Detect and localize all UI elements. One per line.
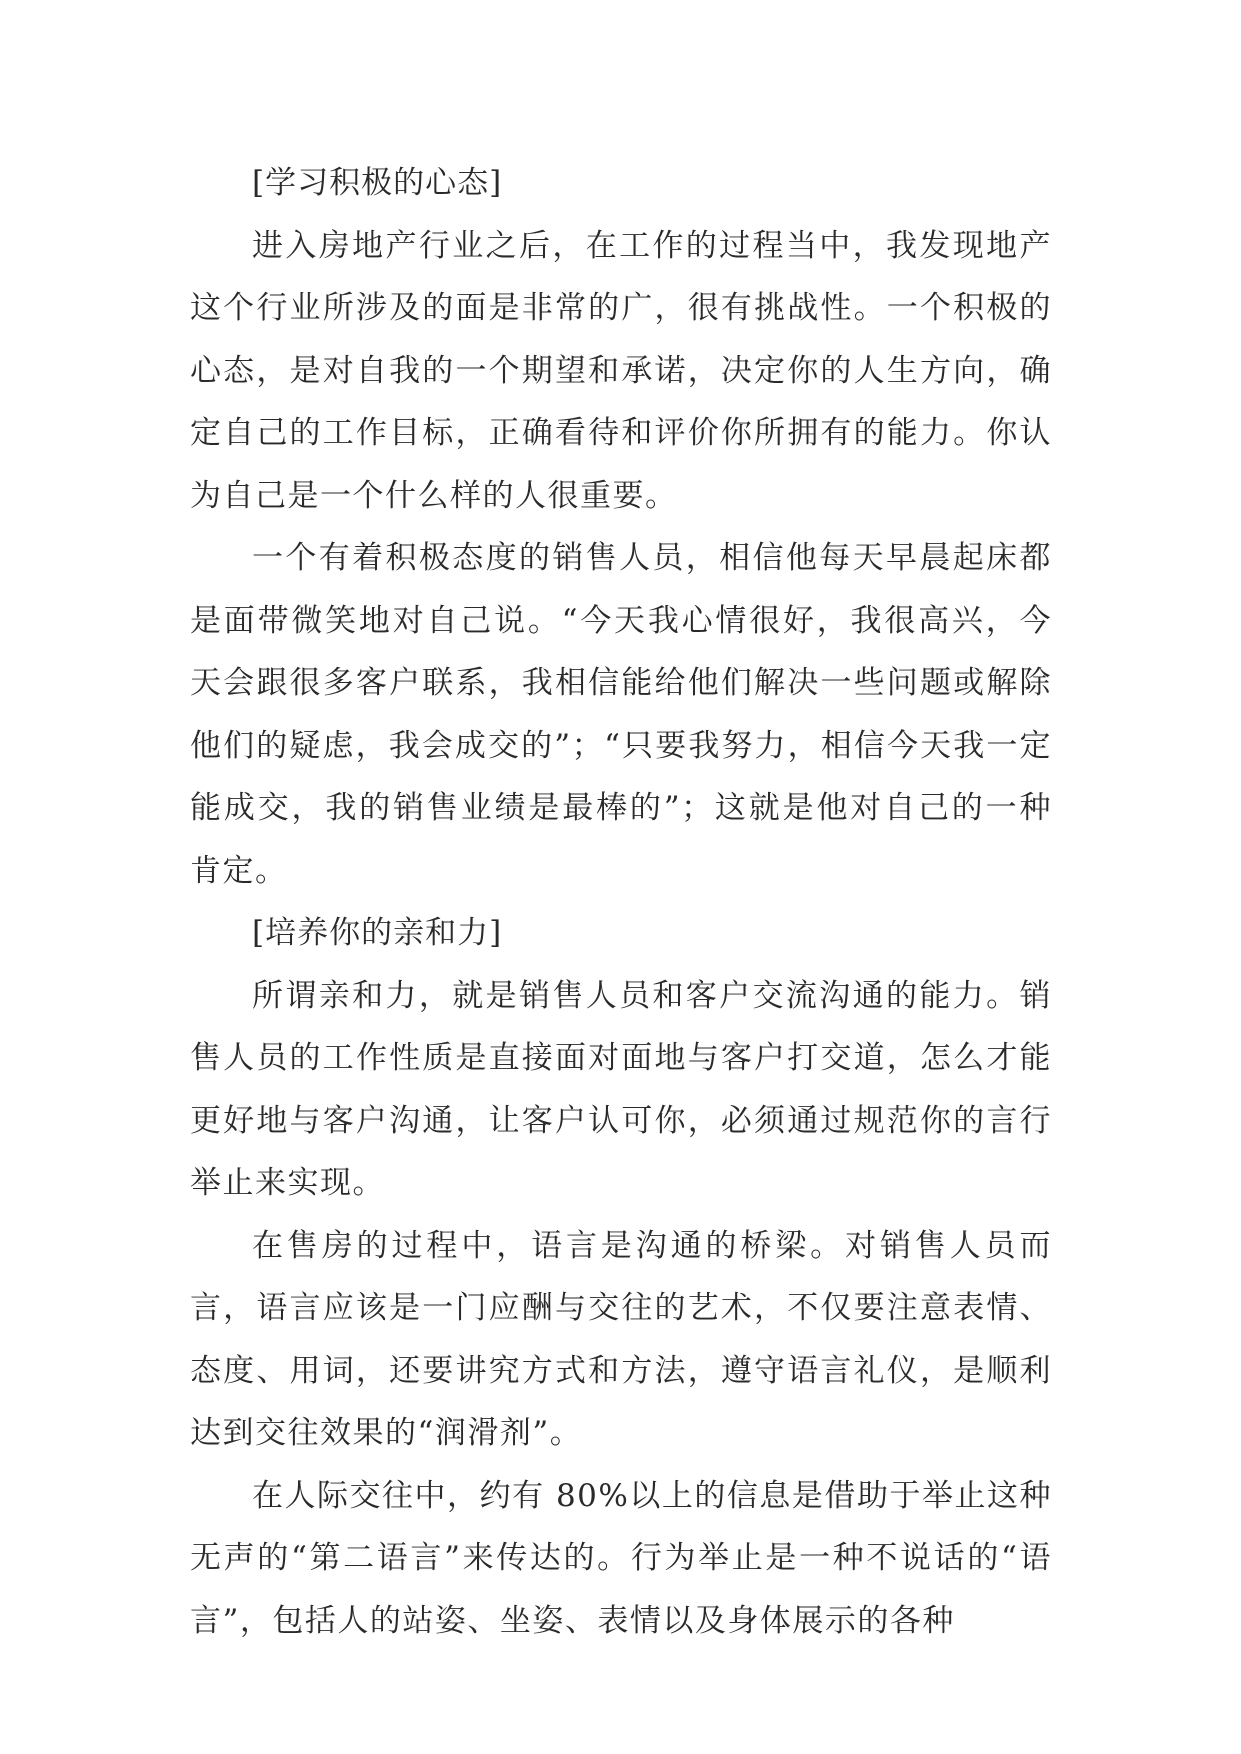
document-page	[190, 152, 1052, 1652]
body-paragraph: 在人际交往中，约有 80%以上的信息是借助于举止这种无声的“第二语言”来传达的。行为举止是一种不说话的“语言”，包括人的站姿、坐姿、表情以及身体展示的各种	[190, 1477, 1052, 1639]
body-paragraph: 在售房的过程中，语言是沟通的桥梁。对销售人员而言，语言应该是一门应酬与交往的艺术，不仅要注意表情、态度、用词，还要讲究方式和方法，遵守语言礼仪，是顺利达到交往效果的“润滑剂”。	[190, 1227, 1052, 1451]
body-paragraph: 所谓亲和力，就是销售人员和客户交流沟通的能力。销售人员的工作性质是直接面对面地与客户打交道，怎么才能更好地与客户沟通，让客户认可你，必须通过规范你的言行举止来实现。	[190, 977, 1052, 1201]
body-paragraph: 一个有着积极态度的销售人员，相信他每天早晨起床都是面带微笑地对自己说。“今天我心情很好，我很高兴，今天会跟很多客户联系，我相信能给他们解决一些问题或解除他们的疑虑，我会成交的”；“只要我努力，相信今天我一定能成交，我的销售业绩是最棒的”；这就是他对自己的一种肯定。	[190, 540, 1052, 889]
body-paragraph: 进入房地产行业之后，在工作的过程当中，我发现地产这个行业所涉及的面是非常的广，很有挑战性。一个积极的心态，是对自我的一个期望和承诺，决定你的人生方向，确定自己的工作目标，正确看待和评价你所拥有的能力。你认为自己是一个什么样的人很重要。	[190, 227, 1052, 514]
section-heading-positive-mindset: [学习积极的心态]	[252, 165, 503, 201]
section-heading-affinity: [培养你的亲和力]	[252, 915, 503, 951]
